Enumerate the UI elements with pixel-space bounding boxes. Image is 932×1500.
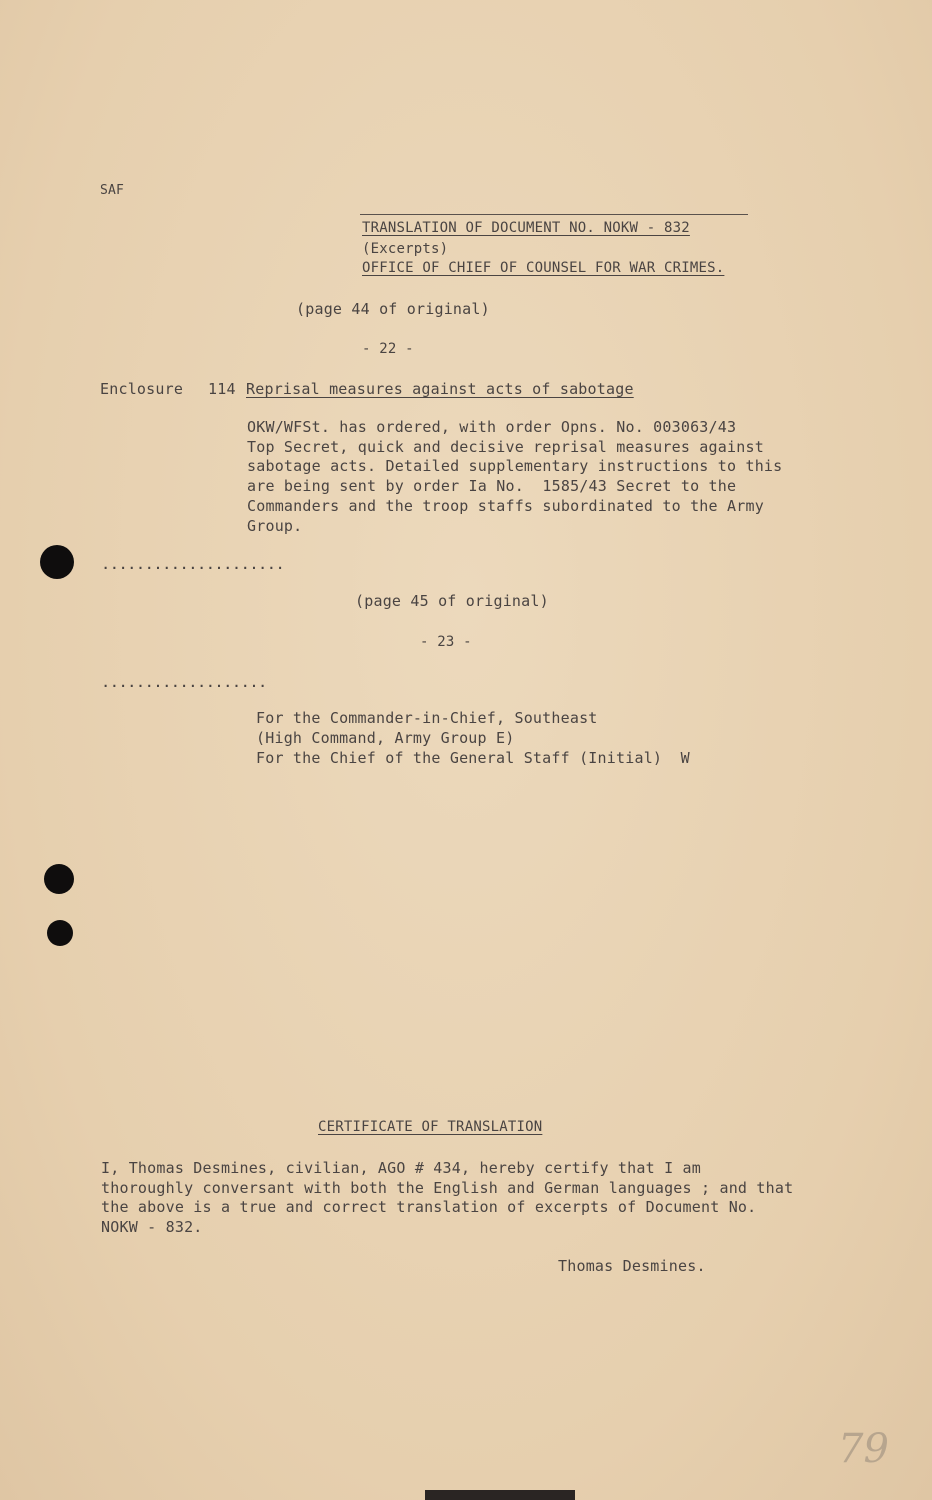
document-title: TRANSLATION OF DOCUMENT NO. NOKW - 832 [362, 220, 690, 236]
signature-line: For the Commander-in-Chief, Southeast [256, 709, 598, 727]
translator-signature: Thomas Desmines. [558, 1257, 706, 1275]
page-number-23: - 23 - [420, 634, 472, 650]
body-line: are being sent by order Ia No. 1585/43 Secret to the [247, 477, 737, 495]
punch-hole-bottom [47, 920, 73, 946]
body-line: OKW/WFSt. has ordered, with order Opns. No. 003063/43 [247, 418, 737, 436]
page-reference-44: (page 44 of original) [296, 300, 490, 318]
initials: SAF [100, 183, 125, 198]
certificate-title: CERTIFICATE OF TRANSLATION [318, 1119, 543, 1135]
enclosure-title: Reprisal measures against acts of sabotage [246, 380, 634, 398]
body-line: Group. [247, 517, 303, 535]
punch-hole-middle [44, 864, 74, 894]
page-reference-45: (page 45 of original) [355, 592, 549, 610]
omission-dots-1: ..................... [102, 558, 286, 572]
certificate-line: I, Thomas Desmines, civilian, AGO # 434, hereby certify that I am [101, 1159, 701, 1177]
body-line: Commanders and the troop staffs subordinated to the Army [247, 497, 764, 515]
enclosure-label: Enclosure [100, 380, 184, 398]
page-edge-tab [425, 1490, 575, 1500]
body-line: Top Secret, quick and decisive reprisal measures against [247, 438, 764, 456]
certificate-line: NOKW - 832. [101, 1218, 203, 1236]
signature-line: For the Chief of the General Staff (Initial) W [256, 749, 690, 767]
omission-dots-2: ................... [102, 676, 268, 690]
certificate-line: thoroughly conversant with both the English and German languages ; and that [101, 1179, 794, 1197]
office-line: OFFICE OF CHIEF OF COUNSEL FOR WAR CRIMES. [362, 260, 725, 276]
signature-line: (High Command, Army Group E) [256, 729, 515, 747]
handwritten-page-mark: 79 [838, 1426, 889, 1472]
page-number-22: - 22 - [362, 341, 414, 357]
punch-hole-top [40, 545, 74, 579]
certificate-line: the above is a true and correct translation of excerpts of Document No. [101, 1198, 757, 1216]
title-top-rule [360, 214, 748, 215]
document-subtitle: (Excerpts) [362, 241, 449, 257]
enclosure-number: 114 [208, 380, 236, 398]
body-line: sabotage acts. Detailed supplementary instructions to this [247, 457, 783, 475]
